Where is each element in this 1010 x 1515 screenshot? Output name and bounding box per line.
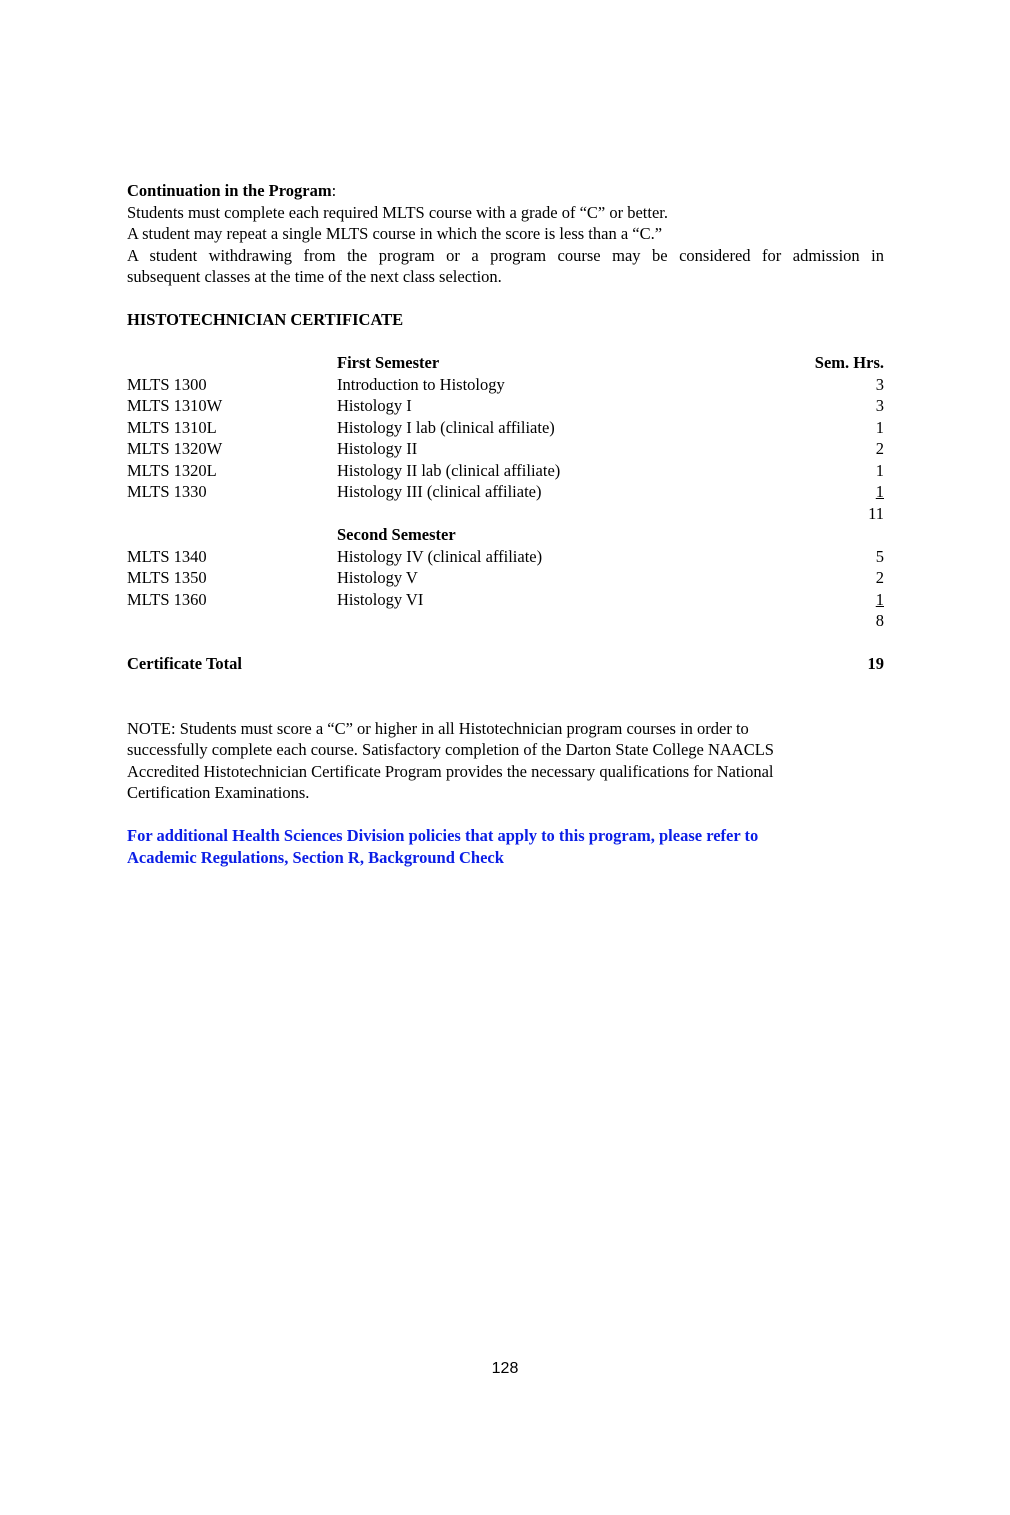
certificate-total-label: Certificate Total bbox=[127, 654, 243, 673]
first-semester-subtotal-row bbox=[127, 503, 884, 525]
course-row bbox=[127, 589, 884, 611]
note-line-2: successfully complete each course. Satisfactory completion of the Darton State College NAACLS bbox=[127, 740, 774, 759]
note-line-1: NOTE: Students must score a “C” or higher in all Histotechnician program courses in order to bbox=[127, 718, 749, 738]
course-row bbox=[127, 481, 884, 503]
course-hours: 1 bbox=[875, 417, 884, 437]
course-hours: 5 bbox=[875, 546, 884, 566]
course-row bbox=[127, 438, 884, 460]
course-hours: 2 bbox=[875, 439, 884, 458]
continuation-line-1: Students must complete each required MLTS course with a grade of “C” or better. bbox=[127, 202, 668, 222]
course-code: MLTS 1350 bbox=[127, 568, 207, 587]
course-hours: 2 bbox=[875, 568, 884, 587]
continuation-line-2: A student may repeat a single MLTS course in which the score is less than a “C.” bbox=[127, 224, 663, 243]
document-body bbox=[127, 180, 884, 868]
course-title: Histology I bbox=[337, 396, 412, 415]
note-line-3: Accredited Histotechnician Certificate Program provides the necessary qualifications for National bbox=[127, 761, 774, 781]
first-semester-label: First Semester bbox=[337, 353, 440, 372]
course-title: Histology II bbox=[337, 439, 418, 458]
second-semester-header bbox=[127, 524, 884, 546]
continuation-line-3: A student withdrawing from the program or a program course may be considered for admission in bbox=[127, 245, 884, 265]
course-row bbox=[127, 460, 884, 482]
policy-reference bbox=[127, 825, 884, 868]
course-code: MLTS 1340 bbox=[127, 546, 207, 566]
course-title: Histology III (clinical affiliate) bbox=[337, 482, 542, 501]
certificate-heading: HISTOTECHNICIAN CERTIFICATE bbox=[127, 310, 404, 329]
course-code: MLTS 1320W bbox=[127, 439, 223, 458]
page-number: 128 bbox=[491, 1360, 519, 1377]
course-hours: 3 bbox=[875, 374, 884, 394]
first-semester-subtotal: 11 bbox=[868, 503, 884, 523]
course-title: Histology V bbox=[337, 568, 418, 587]
course-code: MLTS 1330 bbox=[127, 482, 207, 501]
second-semester-subtotal: 8 bbox=[875, 611, 884, 630]
course-row bbox=[127, 417, 884, 439]
course-title: Histology I lab (clinical affiliate) bbox=[337, 417, 555, 437]
course-code: MLTS 1360 bbox=[127, 589, 207, 609]
course-row bbox=[127, 546, 884, 568]
course-row bbox=[127, 374, 884, 396]
second-semester-subtotal-row bbox=[127, 610, 884, 632]
hours-column-header: Sem. Hrs. bbox=[814, 353, 884, 372]
course-code: MLTS 1310W bbox=[127, 396, 223, 415]
course-title: Histology IV (clinical affiliate) bbox=[337, 546, 543, 566]
course-code: MLTS 1300 bbox=[127, 374, 207, 394]
note-paragraph bbox=[127, 718, 884, 804]
course-row bbox=[127, 567, 884, 589]
first-semester-header bbox=[127, 352, 884, 374]
course-hours: 1 bbox=[875, 482, 884, 501]
certificate-total-value: 19 bbox=[867, 654, 884, 673]
course-title: Introduction to Histology bbox=[337, 374, 505, 394]
course-code: MLTS 1320L bbox=[127, 460, 217, 480]
continuation-heading: Continuation in the Program: bbox=[127, 181, 337, 200]
course-code: MLTS 1310L bbox=[127, 417, 217, 437]
policy-line-2: Academic Regulations, Section R, Background Check bbox=[127, 847, 504, 867]
certificate-total-row bbox=[127, 653, 884, 675]
course-hours: 1 bbox=[875, 589, 884, 609]
course-hours: 3 bbox=[875, 396, 884, 415]
course-title: Histology VI bbox=[337, 589, 424, 609]
note-line-4: Certification Examinations. bbox=[127, 783, 310, 802]
course-hours: 1 bbox=[875, 460, 884, 480]
course-row bbox=[127, 395, 884, 417]
second-semester-label: Second Semester bbox=[337, 525, 456, 544]
policy-line-1: For additional Health Sciences Division policies that apply to this program, please refer to bbox=[127, 826, 759, 845]
course-title: Histology II lab (clinical affiliate) bbox=[337, 460, 561, 480]
continuation-line-4: subsequent classes at the time of the next class selection. bbox=[127, 267, 502, 286]
